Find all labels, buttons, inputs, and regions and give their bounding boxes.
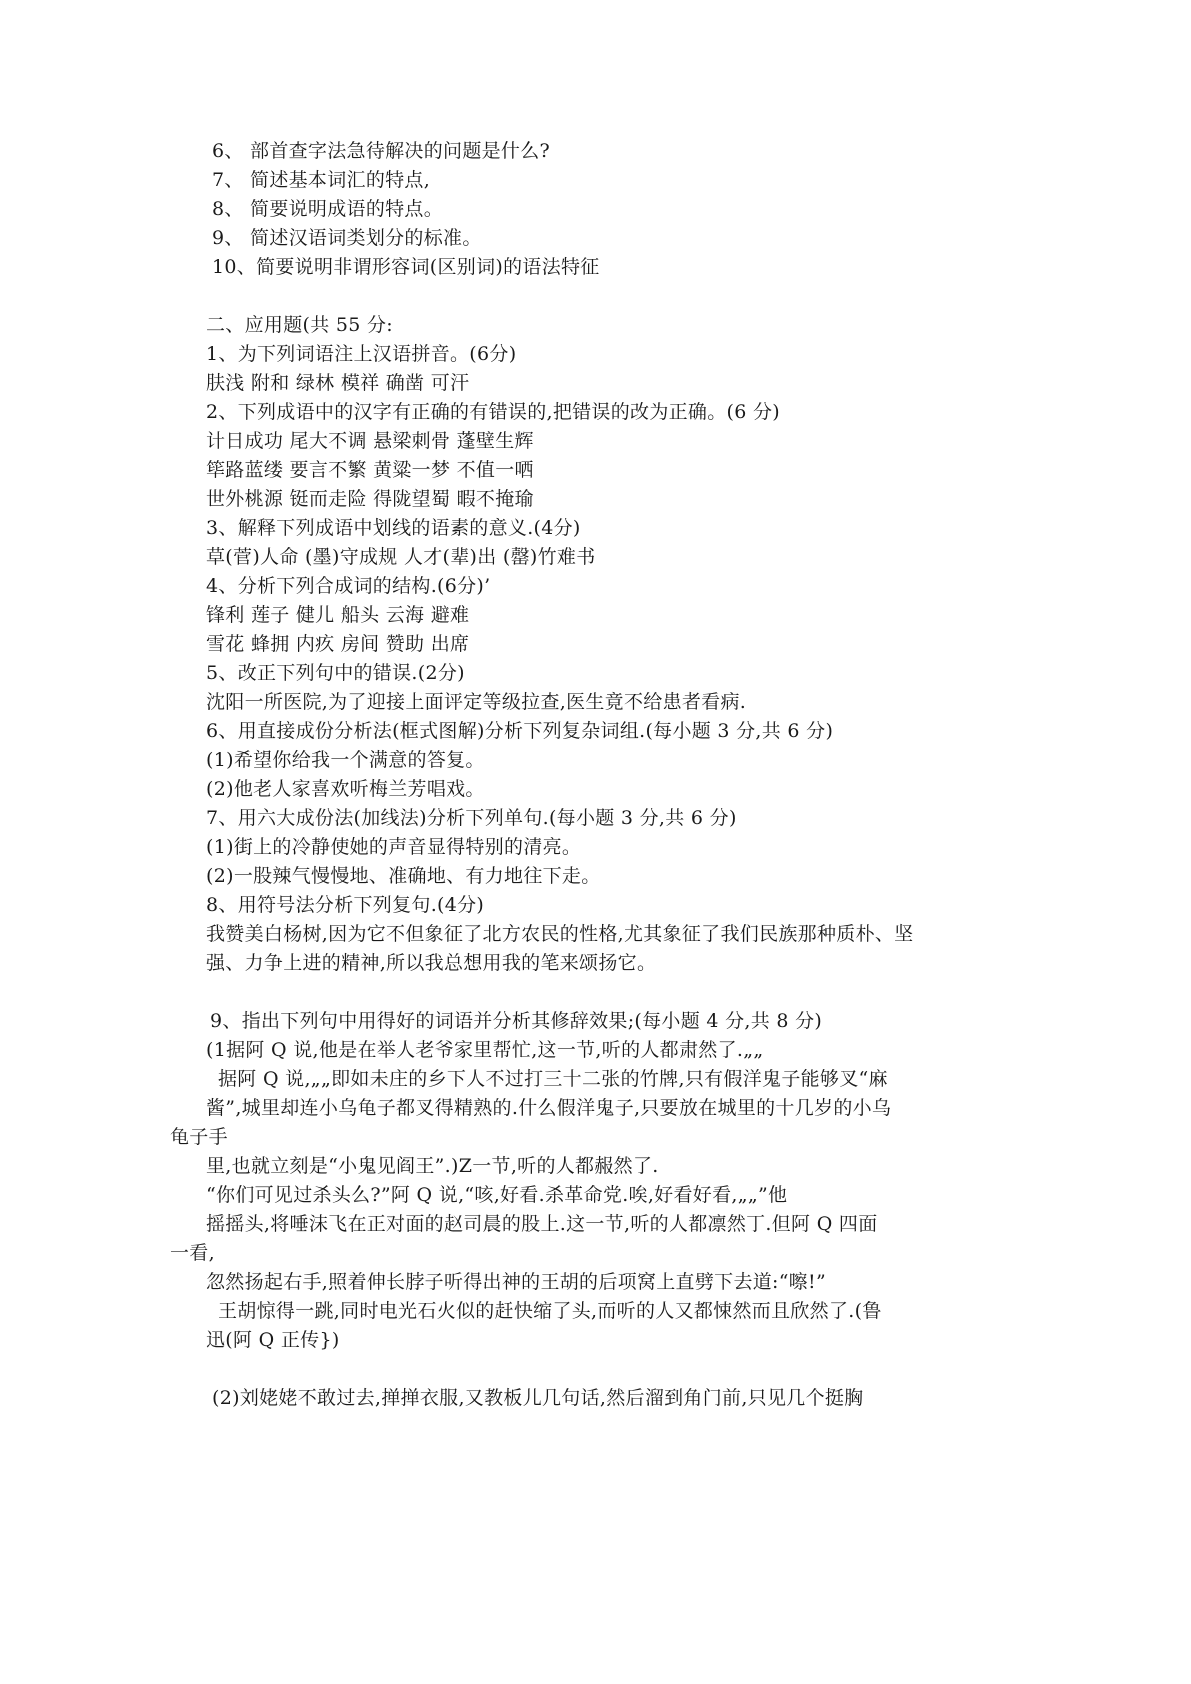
task-5-sentence: 沈阳一所医院,为了迎接上面评定等级拉查,医生竟不给患者看病. <box>206 691 747 713</box>
task-3: 3、解释下列成语中划线的语素的意义.(4分) <box>206 517 581 539</box>
task-9-item-2: (2)刘姥姥不敢过去,掸掸衣服,又教板儿几句话,然后溜到角门前,只见几个挺胸 <box>212 1387 864 1409</box>
task-9: 9、指出下列句中用得好的词语并分析其修辞效果;(每小题 4 分,共 8 分) <box>210 1010 823 1032</box>
task-2: 2、下列成语中的汉字有正确的有错误的,把错误的改为正确。(6 分) <box>206 401 780 423</box>
task-8-sentence-1: 我赞美白杨树,因为它不但象征了北方农民的性格,尤其象征了我们民族那种质朴、坚 <box>206 923 914 945</box>
task-5: 5、改正下列句中的错误.(2分) <box>206 662 465 684</box>
task-6-item-2: (2)他老人家喜欢听梅兰芳唱戏。 <box>206 778 485 800</box>
task-4-row-2: 雪花 蜂拥 内疚 房间 赞助 出席 <box>206 633 470 655</box>
passage-line-6: 摇摇头,将唾沫飞在正对面的赵司晨的股上.这一节,听的人都凛然丁.但阿 Q 四面 <box>206 1213 878 1235</box>
section-heading: 二、应用题(共 55 分: <box>206 314 393 336</box>
task-2-row-1: 计日成功 尾大不调 悬梁刺骨 蓬壁生辉 <box>206 430 534 452</box>
task-7-item-1: (1)街上的冷静使她的声音显得特别的清亮。 <box>206 836 582 858</box>
task-9-item-1: (1据阿 Q 说,他是在举人老爷家里帮忙,这一节,听的人都肃然了.„„ <box>206 1039 764 1061</box>
question-10: 10、简要说明非谓形容词(区别词)的语法特征 <box>212 256 600 278</box>
question-7: 7、 简述基本词汇的特点, <box>212 169 431 191</box>
passage-source: 迅(阿 Q 正传}) <box>206 1329 340 1351</box>
task-1: 1、为下列词语注上汉语拼音。(6分) <box>206 343 517 365</box>
passage-line-3: 龟子手 <box>170 1126 228 1148</box>
passage-line-2: 酱”,城里却连小乌龟子都叉得精熟的.什么假洋鬼子,只要放在城里的十几岁的小乌 <box>206 1097 892 1119</box>
task-3-words: 草(菅)人命 (墨)守成规 人才(辈)出 (罄)竹难书 <box>206 546 596 568</box>
passage-line-8: 忽然扬起右手,照着伸长脖子听得出神的王胡的后项窝上直劈下去道:“嚓!” <box>206 1271 827 1293</box>
passage-line-5: “你们可见过杀头么?”阿 Q 说,“咳,好看.杀革命党.唉,好看好看,„„”他 <box>206 1184 788 1206</box>
question-8: 8、 简要说明成语的特点。 <box>212 198 444 220</box>
task-2-row-2: 筚路蓝缕 要言不繁 黄粱一梦 不值一哂 <box>206 459 534 481</box>
task-4: 4、分析下列合成词的结构.(6分)’ <box>206 575 491 597</box>
passage-line-7: 一看, <box>170 1242 215 1264</box>
task-2-row-3: 世外桃源 铤而走险 得陇望蜀 暇不掩瑜 <box>206 488 534 510</box>
task-7: 7、用六大成份法(加线法)分析下列单句.(每小题 3 分,共 6 分) <box>206 807 737 829</box>
question-6: 6、 部首查字法急待解决的问题是什么? <box>212 140 551 162</box>
passage-line-9: 王胡惊得一跳,同时电光石火似的赶快缩了头,而听的人又都悚然而且欣然了.(鲁 <box>218 1300 882 1322</box>
task-1-words: 肤浅 附和 绿林 模祥 确凿 可汗 <box>206 372 470 394</box>
task-6: 6、用直接成份分析法(框式图解)分析下列复杂词组.(每小题 3 分,共 6 分) <box>206 720 834 742</box>
passage-line-4: 里,也就立刻是“小鬼见阎王”.)Z一节,听的人都赧然了. <box>206 1155 659 1177</box>
passage-line-1: 据阿 Q 说,„„即如未庄的乡下人不过打三十二张的竹牌,只有假洋鬼子能够叉“麻 <box>218 1068 888 1090</box>
task-6-item-1: (1)希望你给我一个满意的答复。 <box>206 749 485 771</box>
task-8-sentence-2: 强、力争上进的精神,所以我总想用我的笔来颂扬它。 <box>206 952 657 974</box>
question-9: 9、 简述汉语词类划分的标准。 <box>212 227 482 249</box>
task-8: 8、用符号法分析下列复句.(4分) <box>206 894 485 916</box>
task-7-item-2: (2)一股辣气慢慢地、准确地、有力地往下走。 <box>206 865 601 887</box>
task-4-row-1: 锋利 莲子 健儿 船头 云海 避难 <box>206 604 470 626</box>
